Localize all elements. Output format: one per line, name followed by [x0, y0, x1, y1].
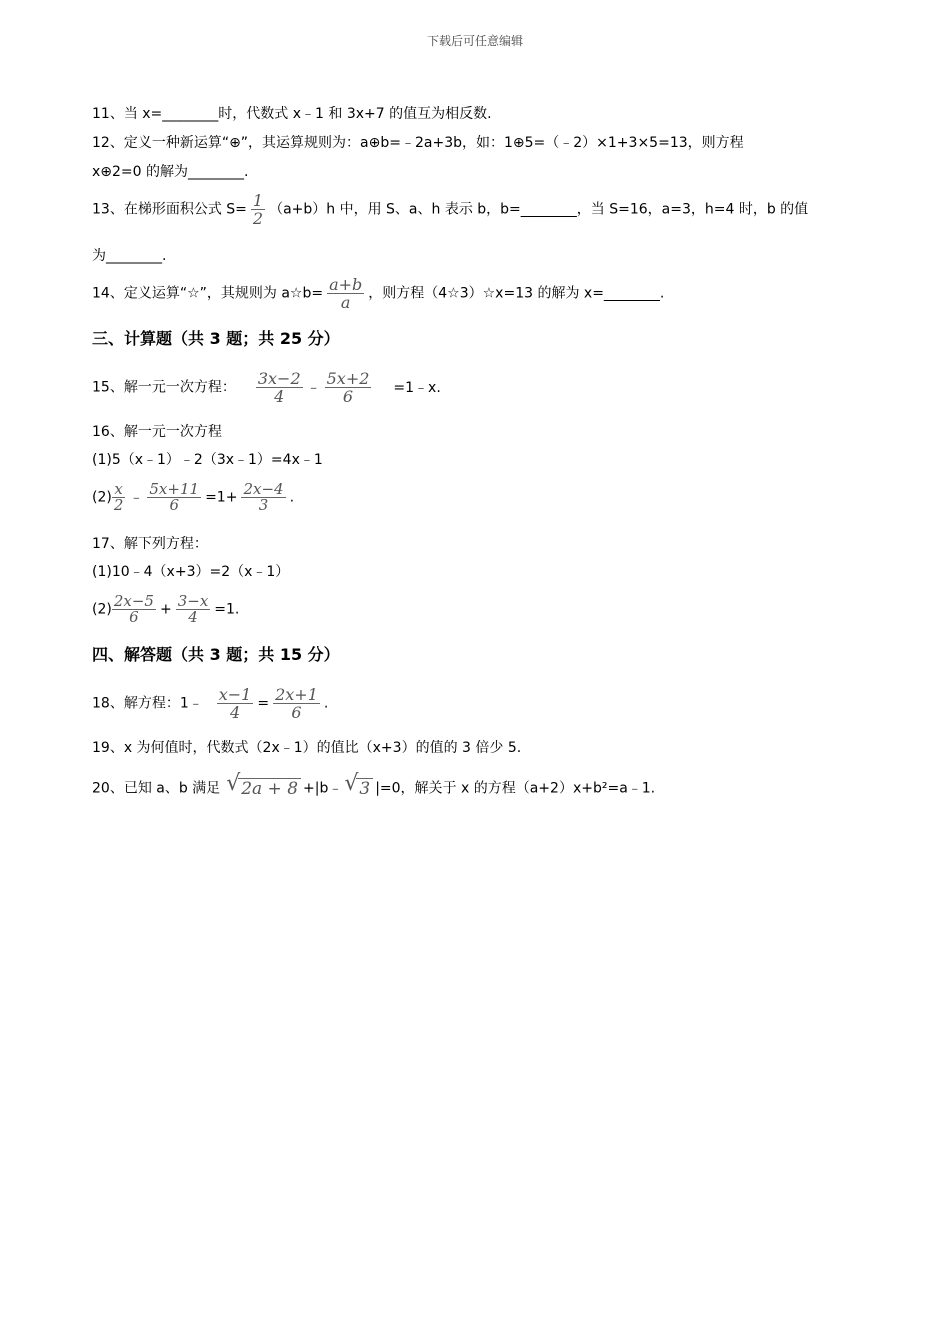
q16-fraction-1-numerator: x: [112, 482, 126, 498]
q15-fraction-2: [325, 370, 372, 405]
q20-text-after: |=0，解关于 x 的方程（a+2）x+b²=a﹣1.: [375, 780, 656, 797]
q18-fraction-2-denominator: 6: [291, 703, 302, 722]
q16-minus: ﹣: [129, 489, 144, 506]
q18-end: .: [323, 695, 329, 712]
q20-sqrt-1: [226, 771, 301, 799]
q13-fraction-numerator: 1: [252, 191, 264, 210]
q16-part-2-label: (2): [92, 489, 112, 506]
q17-fraction-2-numerator: 3−x: [177, 592, 209, 610]
q15-fraction-1: [256, 370, 303, 405]
q17-fraction-1: [112, 594, 156, 625]
question-17-title: 17、解下列方程：: [92, 536, 208, 552]
section-3-title: 三、计算题（共 3 题；共 25 分）: [92, 329, 340, 348]
question-19: 19、x 为何值时，代数式（2x﹣1）的值比（x+3）的值的 3 倍少 5.: [92, 740, 522, 756]
q18-equals: =: [257, 695, 270, 712]
question-17-part-2: [92, 594, 239, 625]
question-13-line-2: 为________.: [92, 248, 167, 264]
q15-fraction-2-denominator: 6: [342, 387, 354, 406]
q20-text-middle: +|b﹣: [303, 780, 343, 797]
q14-fraction-numerator: a+b: [329, 275, 363, 294]
page-header: 下载后可任意编辑: [426, 34, 523, 48]
q15-fraction-2-numerator: 5x+2: [326, 369, 370, 388]
q17-part-2-label: (2): [92, 601, 112, 618]
q15-fraction-1-denominator: 4: [274, 387, 285, 406]
q16-fraction-2-denominator: 6: [169, 496, 179, 514]
question-16-part-2: [92, 482, 294, 513]
q15-text-after: =1﹣x.: [393, 379, 441, 396]
q15-fraction-1-numerator: 3x−2: [257, 369, 301, 388]
question-17-part-1: (1)10﹣4（x+3）=2（x﹣1）: [92, 564, 290, 580]
q16-fraction-2-numerator: 5x+11: [149, 480, 200, 498]
q13-fraction: [251, 192, 265, 227]
q16-equals: =1+: [205, 489, 238, 506]
section-4-title: 四、解答题（共 3 题；共 15 分）: [92, 645, 340, 664]
q14-fraction: [327, 276, 364, 311]
q14-text-after: ，则方程（4☆3）☆x=13 的解为 x=________.: [368, 285, 665, 302]
q17-fraction-1-denominator: 6: [129, 608, 139, 626]
q17-fraction-2: [176, 594, 211, 625]
q16-fraction-1: [112, 482, 126, 513]
question-12-line-2: x⊕2=0 的解为________.: [92, 164, 249, 180]
q17-plus: +: [159, 601, 172, 618]
q18-fraction-2-numerator: 2x+1: [275, 685, 318, 704]
q17-fraction-2-denominator: 4: [188, 608, 198, 626]
question-15: [92, 370, 441, 405]
q20-sqrt-2: [344, 771, 373, 799]
q18-fraction-1-numerator: x−1: [218, 685, 252, 704]
q17-end: =1.: [214, 601, 240, 618]
question-11: 11、当 x=________时，代数式 x﹣1 和 3x+7 的值互为相反数.: [92, 106, 492, 122]
radical-sign-icon: √: [226, 771, 241, 796]
question-16-title: 16、解一元一次方程: [92, 424, 222, 440]
q16-fraction-2: [147, 482, 201, 513]
q13-text-before: 13、在梯形面积公式 S=: [92, 201, 247, 218]
q17-fraction-1-numerator: 2x−5: [113, 592, 154, 610]
q16-fraction-3: [241, 482, 285, 513]
q13-text-after: （a+b）h 中，用 S、a、h 表示 b，b=________，当 S=16，a=3，h=4 时，b 的值: [269, 201, 809, 218]
question-14: [92, 276, 664, 311]
q18-fraction-1: [217, 686, 254, 721]
q16-end: .: [289, 489, 295, 506]
q15-text-before: 15、解一元一次方程：: [92, 379, 236, 396]
q18-text-before: 18、解方程：1﹣: [92, 695, 203, 712]
q13-fraction-denominator: 2: [252, 209, 264, 228]
question-20: [92, 771, 656, 799]
q20-sqrt-1-radicand: 2a + 8: [238, 778, 301, 799]
question-18: [92, 686, 328, 721]
q14-text-before: 14、定义运算“☆”，其规则为 a☆b=: [92, 285, 324, 302]
q18-fraction-1-denominator: 4: [229, 703, 241, 722]
question-12-line-1: 12、定义一种新运算“⊕”，其运算规则为：a⊕b=﹣2a+3b，如：1⊕5=（﹣2）×1+3×5=13，则方程: [92, 135, 744, 151]
q16-fraction-3-denominator: 3: [258, 496, 269, 514]
q18-fraction-2: [273, 686, 320, 721]
q20-sqrt-2-radicand: 3: [356, 778, 373, 799]
q14-fraction-denominator: a: [340, 293, 351, 312]
q15-minus: ﹣: [306, 379, 321, 396]
q16-fraction-3-numerator: 2x−4: [243, 480, 284, 498]
q16-fraction-1-denominator: 2: [113, 496, 124, 514]
question-13: [92, 192, 808, 227]
question-16-part-1: (1)5（x﹣1）﹣2（3x﹣1）=4x﹣1: [92, 452, 323, 468]
radical-sign-icon: √: [344, 771, 359, 796]
q20-text-before: 20、已知 a、b 满足: [92, 780, 221, 797]
